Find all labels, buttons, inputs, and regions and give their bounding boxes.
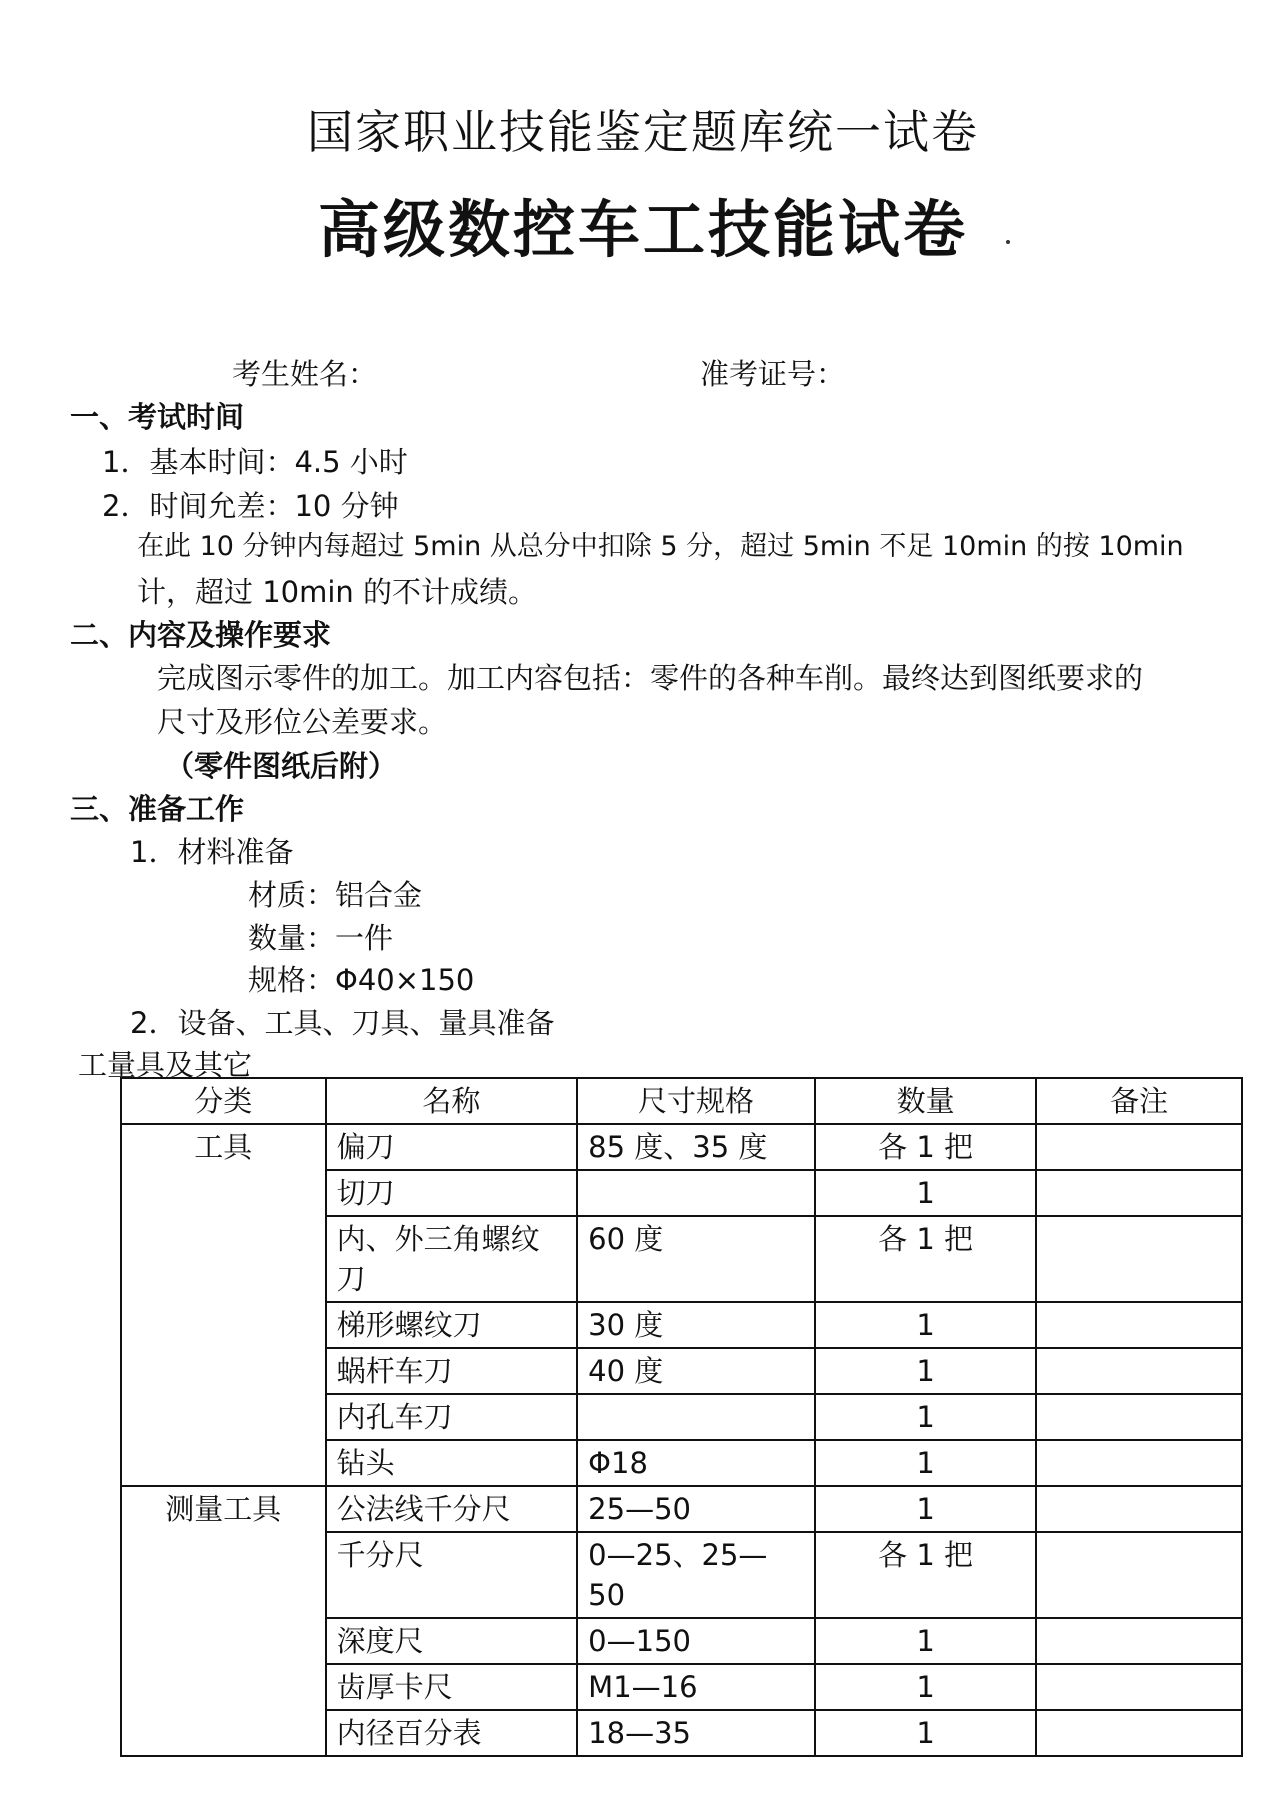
tool-qty: 1: [815, 1486, 1037, 1532]
tool-spec: [577, 1394, 815, 1440]
tool-spec: 60 度: [577, 1216, 815, 1302]
table-header-row: [121, 1078, 1242, 1124]
tool-name: 梯形螺纹刀: [326, 1302, 578, 1348]
category-cell-measuring: 测量工具: [121, 1486, 326, 1756]
tool-note: [1036, 1486, 1242, 1532]
tool-note: [1036, 1618, 1242, 1664]
tool-spec: 0—150: [577, 1618, 815, 1664]
tool-name: 蜗杆车刀: [326, 1348, 578, 1394]
tool-name: 千分尺: [326, 1532, 578, 1618]
tool-qty: 各 1 把: [815, 1532, 1037, 1618]
penalty-note-line2: 计，超过 10min 的不计成绩。: [137, 575, 538, 609]
tool-spec: Φ18: [577, 1440, 815, 1486]
drawing-attached-note: （零件图纸后附）: [165, 749, 398, 783]
material-prep-heading: 1．材料准备: [130, 835, 294, 869]
tool-note: [1036, 1216, 1242, 1302]
candidate-name-label: 考生姓名：: [232, 357, 378, 391]
tool-name: 钻头: [326, 1440, 578, 1486]
tool-qty: 1: [815, 1664, 1037, 1710]
tools-table: [120, 1077, 1243, 1757]
tool-note: [1036, 1348, 1242, 1394]
tool-note: [1036, 1124, 1242, 1170]
table-row: [121, 1486, 1242, 1532]
tool-spec: 40 度: [577, 1348, 815, 1394]
section2-heading: 二、内容及操作要求: [70, 618, 332, 652]
scan-speck: [1006, 240, 1010, 244]
tool-note: [1036, 1170, 1242, 1216]
tool-note: [1036, 1664, 1242, 1710]
table-caption: 工量具及其它: [78, 1048, 253, 1082]
exam-header-title: 国家职业技能鉴定题库统一试卷: [307, 105, 979, 159]
tool-spec: 0—25、25—50: [577, 1532, 815, 1618]
material-spec: 规格：Φ40×150: [248, 963, 475, 997]
tool-qty: 1: [815, 1618, 1037, 1664]
penalty-note-line1: 在此 10 分钟内每超过 5min 从总分中扣除 5 分，超过 5min 不足 10min 的按 10min: [137, 531, 1184, 562]
section3-heading: 三、准备工作: [70, 792, 245, 826]
tool-qty: 1: [815, 1394, 1037, 1440]
tool-name: 内、外三角螺纹刀: [326, 1216, 578, 1302]
tool-spec: 30 度: [577, 1302, 815, 1348]
table-row: [121, 1124, 1242, 1170]
section1-heading: 一、考试时间: [70, 400, 245, 434]
tool-name: 内孔车刀: [326, 1394, 578, 1440]
tool-note: [1036, 1394, 1242, 1440]
tool-name: 深度尺: [326, 1618, 578, 1664]
tool-spec: 25—50: [577, 1486, 815, 1532]
tool-qty: 1: [815, 1440, 1037, 1486]
tool-name: 切刀: [326, 1170, 578, 1216]
time-allowance-item: 2．时间允差：10 分钟: [102, 489, 399, 523]
material-quantity: 数量：一件: [248, 921, 394, 955]
tool-qty: 1: [815, 1710, 1037, 1756]
tool-spec: M1—16: [577, 1664, 815, 1710]
category-cell-tools: 工具: [121, 1124, 326, 1486]
tool-qty: 1: [815, 1302, 1037, 1348]
tool-qty: 各 1 把: [815, 1124, 1037, 1170]
tool-spec: [577, 1170, 815, 1216]
tool-spec: 85 度、35 度: [577, 1124, 815, 1170]
requirement-line1: 完成图示零件的加工。加工内容包括：零件的各种车削。最终达到图纸要求的: [157, 661, 1144, 695]
col-header-name: 名称: [326, 1078, 578, 1124]
exam-paper-title: 高级数控车工技能试卷: [317, 193, 968, 266]
tool-note: [1036, 1302, 1242, 1348]
col-header-category: 分类: [121, 1078, 326, 1124]
col-header-spec: 尺寸规格: [577, 1078, 815, 1124]
tool-name: 偏刀: [326, 1124, 578, 1170]
tool-qty: 1: [815, 1170, 1037, 1216]
tool-name: 内径百分表: [326, 1710, 578, 1756]
basic-time-item: 1．基本时间：4.5 小时: [102, 445, 408, 479]
tool-spec: 18—35: [577, 1710, 815, 1756]
candidate-id-label: 准考证号：: [700, 357, 846, 391]
tool-note: [1036, 1440, 1242, 1486]
equipment-prep-heading: 2．设备、工具、刀具、量具准备: [130, 1006, 555, 1040]
material-type: 材质：铝合金: [248, 878, 423, 912]
tool-qty: 各 1 把: [815, 1216, 1037, 1302]
tool-note: [1036, 1710, 1242, 1756]
col-header-qty: 数量: [815, 1078, 1037, 1124]
tool-name: 公法线千分尺: [326, 1486, 578, 1532]
tool-qty: 1: [815, 1348, 1037, 1394]
tool-name: 齿厚卡尺: [326, 1664, 578, 1710]
col-header-note: 备注: [1036, 1078, 1242, 1124]
requirement-line2: 尺寸及形位公差要求。: [157, 705, 448, 739]
tool-note: [1036, 1532, 1242, 1618]
